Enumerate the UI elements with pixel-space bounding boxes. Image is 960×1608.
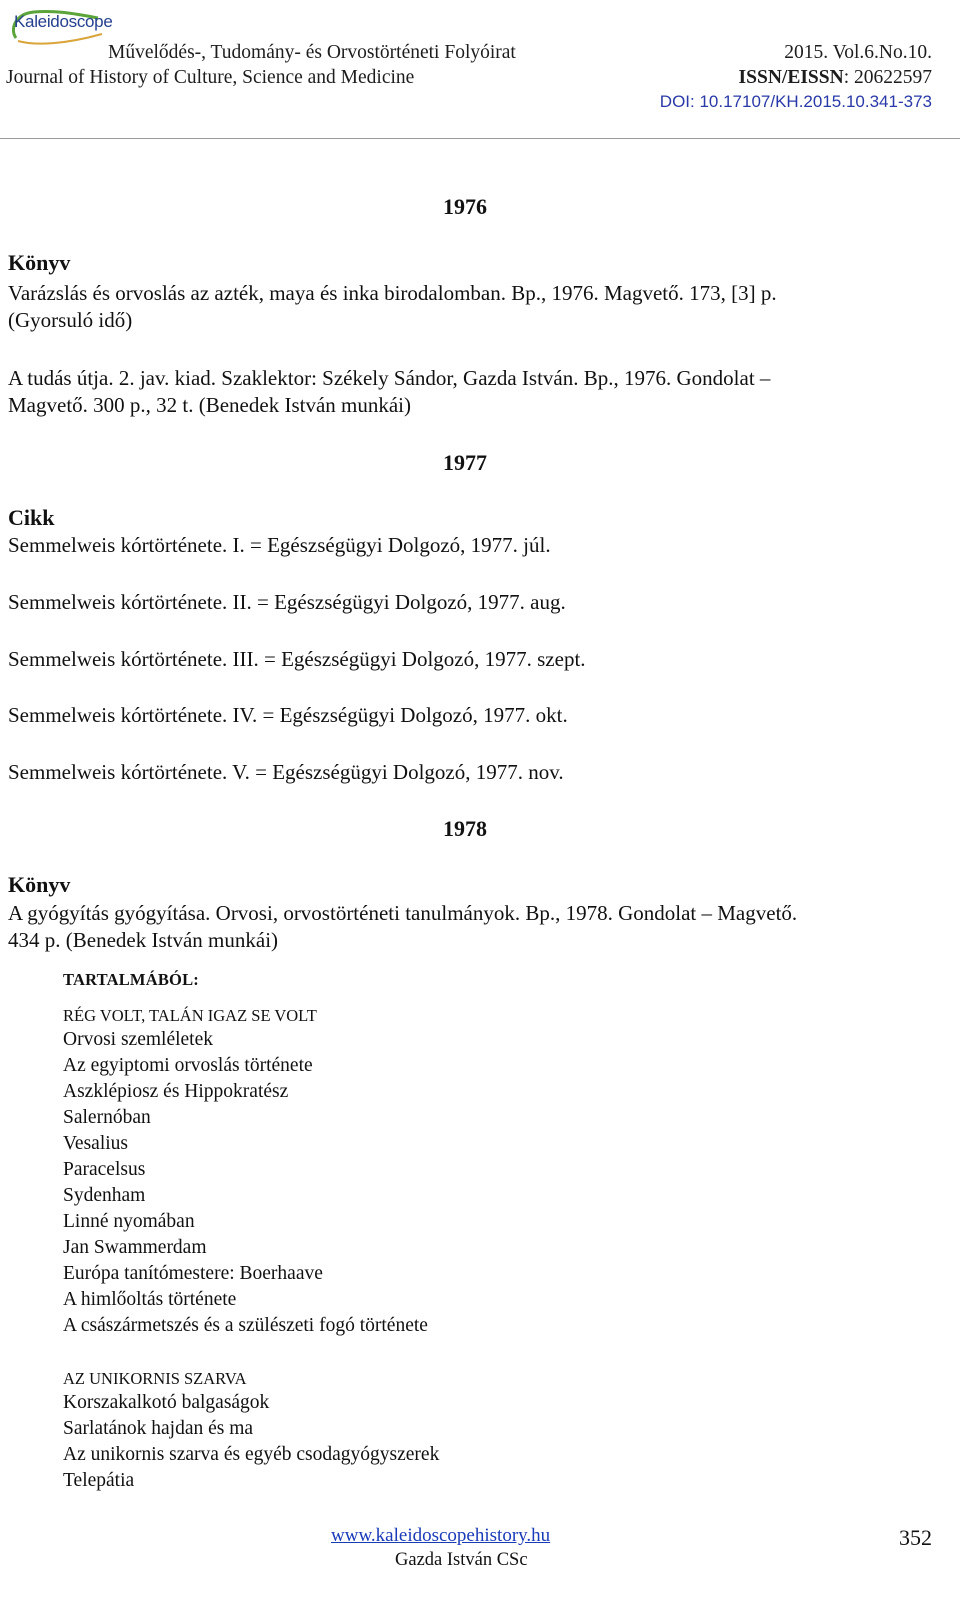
- issn-label: ISSN/EISSN: [738, 67, 844, 88]
- entry-1976-2-line1: A tudás útja. 2. jav. kiad. Szaklektor: Székely Sándor, Gazda István. Bp., 1976. Gondolat –: [8, 366, 771, 390]
- year-heading-1977: 1977: [443, 450, 487, 475]
- section-heading-konyv-1976: Könyv: [8, 250, 71, 275]
- article-1977-4: Semmelweis kórtörténete. IV. = Egészségügyi Dolgozó, 1977. okt.: [8, 703, 568, 727]
- header-divider: [0, 138, 960, 139]
- toc-item: Sarlatánok hajdan és ma: [63, 1418, 254, 1439]
- toc-item: A császármetszés és a szülészeti fogó története: [63, 1315, 428, 1336]
- page-number: 352: [899, 1525, 932, 1550]
- logo-text-pre: Kaleido: [14, 12, 69, 31]
- entry-1976-2-line2: Magvető. 300 p., 32 t. (Benedek István munkái): [8, 393, 411, 417]
- doi-link[interactable]: DOI: 10.17107/KH.2015.10.341-373: [659, 92, 932, 111]
- toc-item: Paracelsus: [63, 1159, 146, 1180]
- section-heading-cikk-1977: Cikk: [8, 505, 55, 530]
- toc-part-heading-1: RÉG VOLT, TALÁN IGAZ SE VOLT: [63, 1006, 317, 1025]
- toc-item: Jan Swammerdam: [63, 1237, 207, 1258]
- issue-label: 2015. Vol.6.No.10.: [784, 42, 932, 63]
- journal-title-en: Journal of History of Culture, Science and Medicine: [6, 67, 415, 88]
- toc-item: Linné nyomában: [63, 1211, 195, 1232]
- article-1977-3: Semmelweis kórtörténete. III. = Egészségügyi Dolgozó, 1977. szept.: [8, 647, 586, 671]
- toc-item: Sydenham: [63, 1185, 146, 1206]
- section-heading-konyv-1978: Könyv: [8, 872, 71, 897]
- entry-1978-1-line1: A gyógyítás gyógyítása. Orvosi, orvostörténeti tanulmányok. Bp., 1978. Gondolat – Magvető.: [8, 901, 798, 925]
- entry-1976-1-line1: Varázslás és orvoslás az azték, maya és inka birodalomban. Bp., 1976. Magvető. 173, [3] p.: [8, 281, 777, 305]
- article-1977-1: Semmelweis kórtörténete. I. = Egészségügyi Dolgozó, 1977. júl.: [8, 533, 551, 557]
- toc-item: Európa tanítómestere: Boerhaave: [63, 1263, 323, 1284]
- logo-wordmark: [14, 12, 113, 32]
- logo-text-post: scope: [68, 12, 113, 31]
- toc-item: Orvosi szemléletek: [63, 1029, 213, 1050]
- year-heading-1976: 1976: [443, 194, 487, 219]
- toc-part-heading-2: AZ UNIKORNIS SZARVA: [63, 1369, 247, 1388]
- toc-item: Salernóban: [63, 1107, 151, 1128]
- year-heading-1978: 1978: [443, 816, 487, 841]
- article-1977-5: Semmelweis kórtörténete. V. = Egészségügyi Dolgozó, 1977. nov.: [8, 760, 564, 784]
- toc-item: Az egyiptomi orvoslás története: [63, 1055, 313, 1076]
- toc-item: Korszakalkotó balgaságok: [63, 1392, 270, 1413]
- footer-website-link[interactable]: www.kaleidoscopehistory.hu: [331, 1525, 551, 1546]
- issn-line: [739, 67, 932, 89]
- toc-item: Aszklépiosz és Hippokratész: [63, 1081, 289, 1102]
- toc-item: Az unikornis szarva és egyéb csodagyógyszerek: [63, 1444, 440, 1465]
- footer-author: Gazda István CSc: [395, 1550, 528, 1570]
- toc-item: Vesalius: [63, 1133, 128, 1154]
- toc-heading: TARTALMÁBÓL:: [63, 970, 199, 989]
- issn-value: : 20622597: [843, 67, 932, 88]
- journal-title-hu: Művelődés-, Tudomány- és Orvostörténeti Folyóirat: [108, 42, 516, 63]
- entry-1978-1-line2: 434 p. (Benedek István munkái): [8, 928, 279, 952]
- toc-item: Telepátia: [63, 1470, 135, 1491]
- toc-item: A himlőoltás története: [63, 1289, 237, 1310]
- entry-1976-1-line2: (Gyorsuló idő): [8, 308, 133, 332]
- article-1977-2: Semmelweis kórtörténete. II. = Egészségügyi Dolgozó, 1977. aug.: [8, 590, 566, 614]
